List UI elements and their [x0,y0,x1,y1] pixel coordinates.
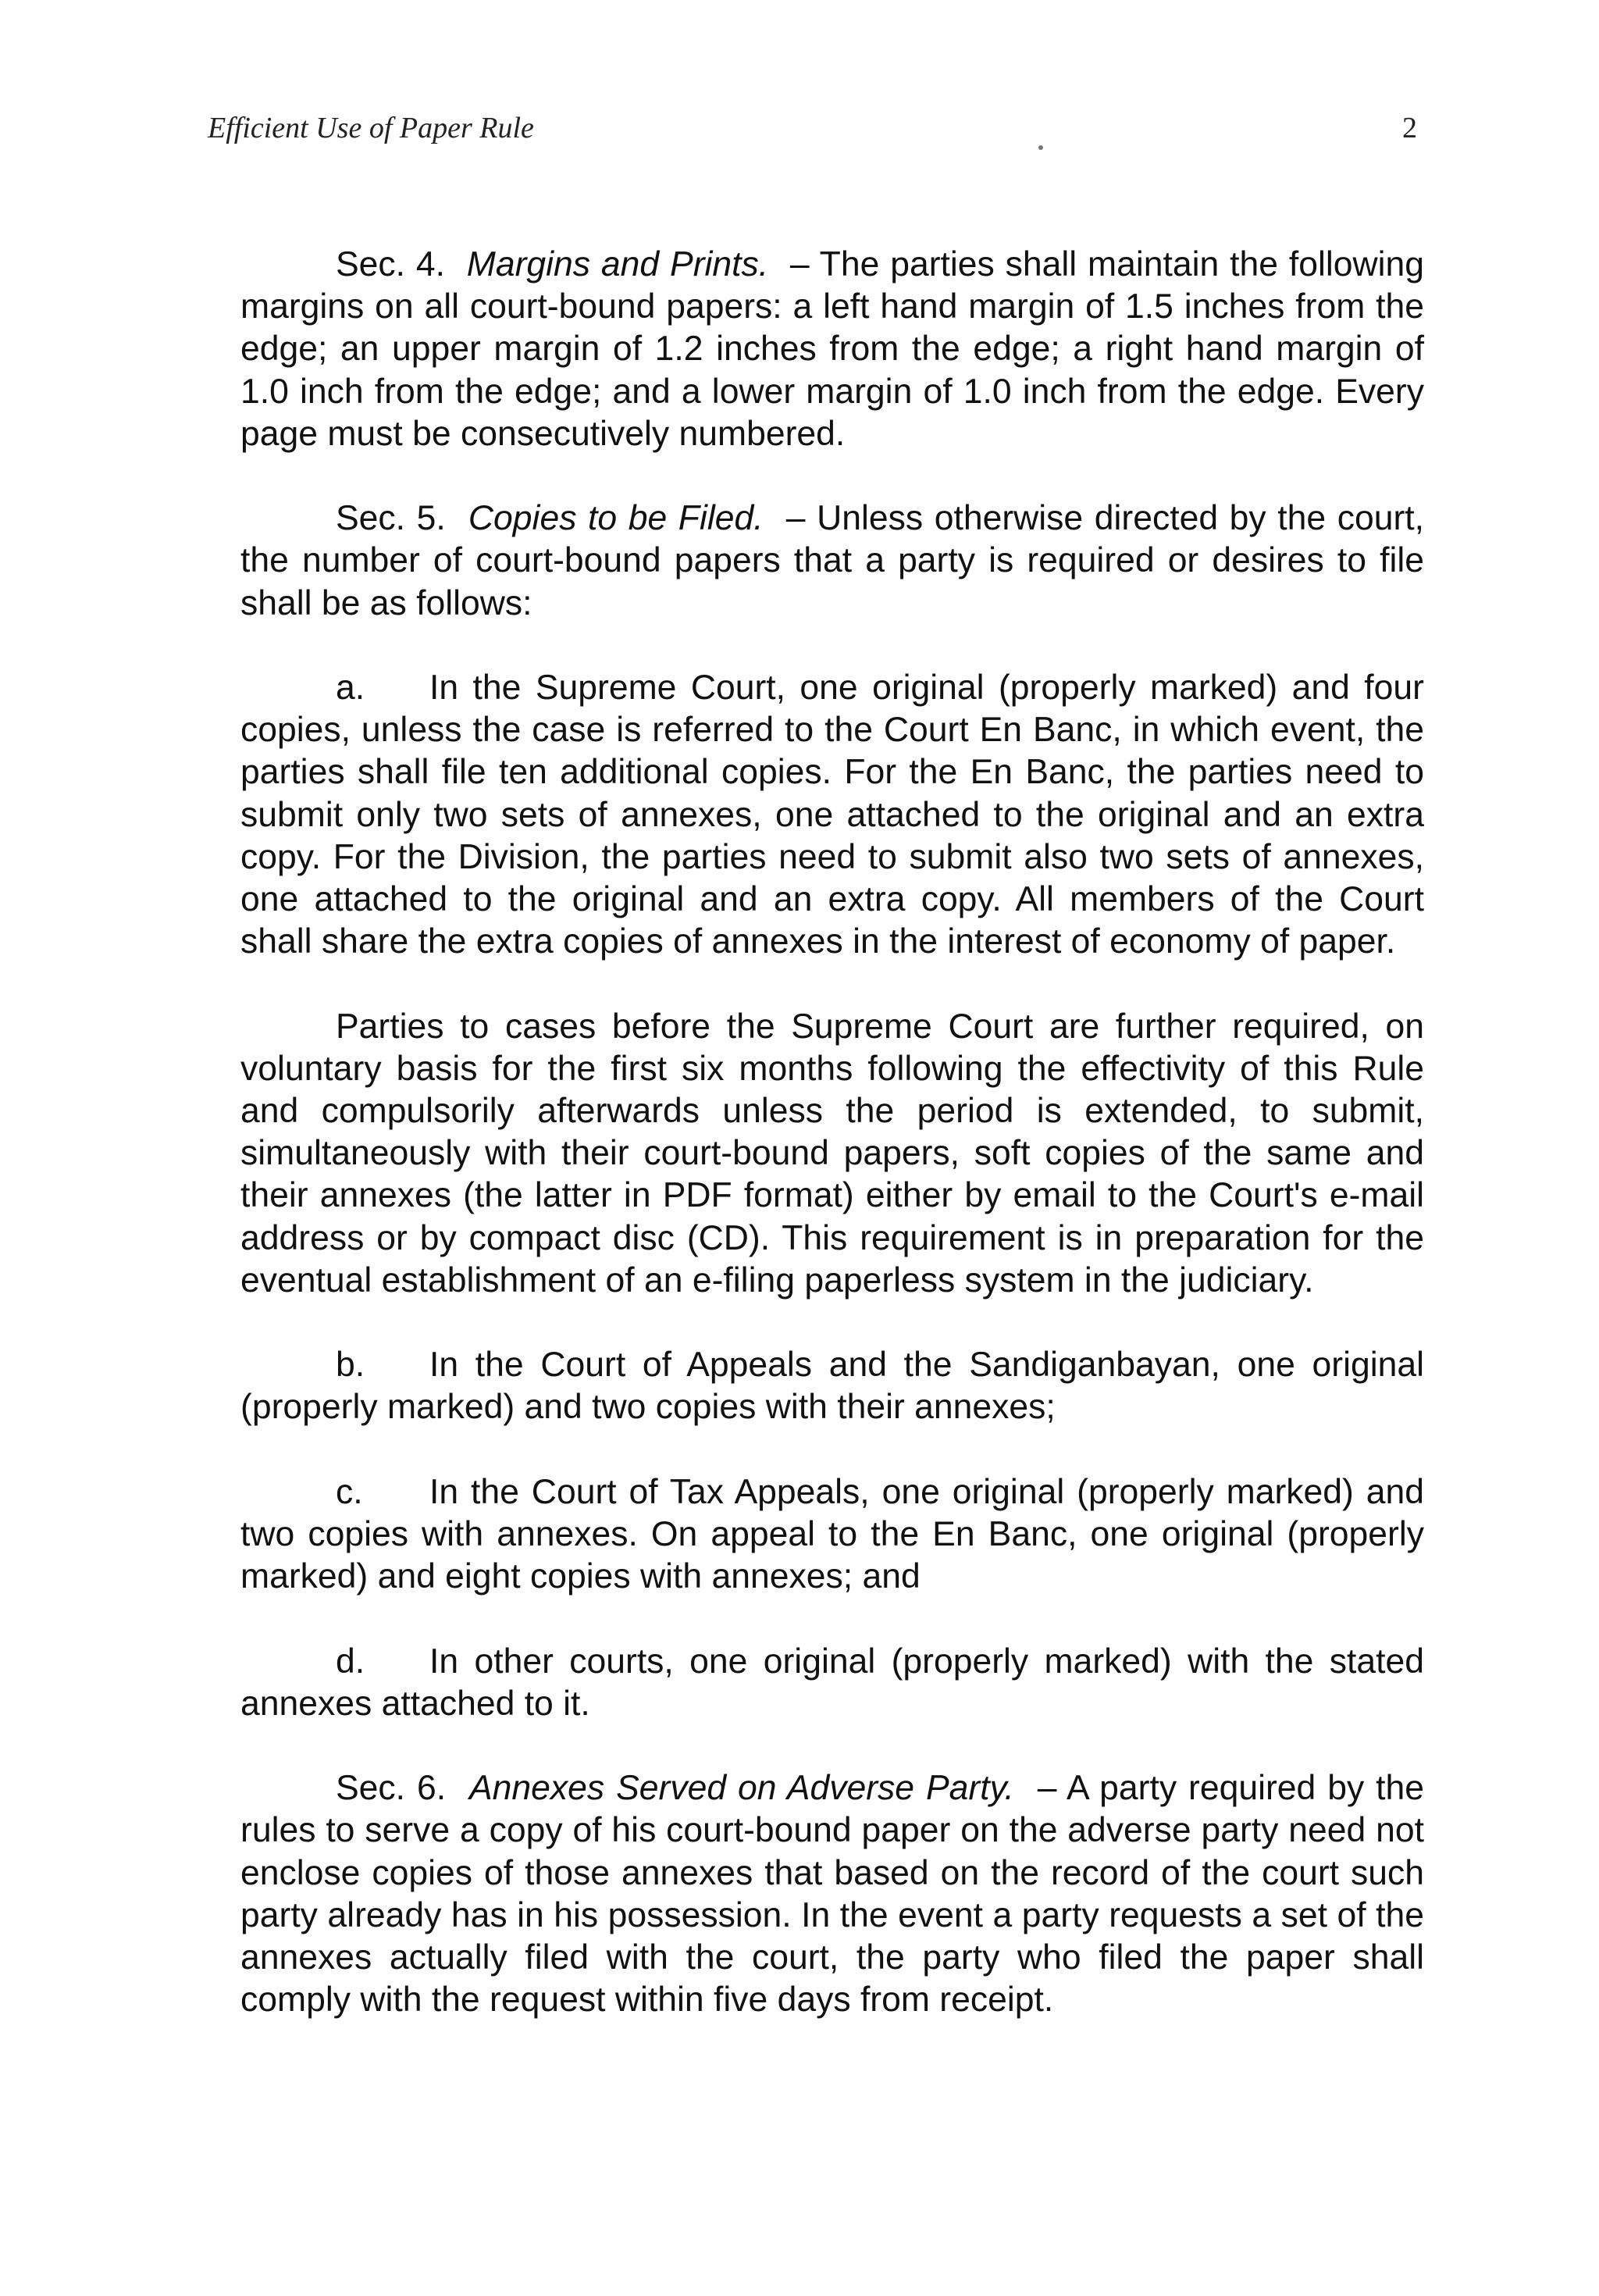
item-b-marker: b. [336,1346,365,1385]
section-4-paragraph [240,244,1424,455]
item-a-marker: a. [336,668,365,707]
section-6-text: – A party required by the rules to serve a copy of his court-bound paper on the adverse party need not enclose copies of those annexes that based on the record of the court such party already has in his possession. In the event a party requests a set of the annexes actually filed with the court, the party who filed the paper shall comply with the request within five days from receipt. [240,1769,1424,2020]
item-a-text: In the Supreme Court, one original (properly marked) and four copies, unless the case is referred to the Court En Banc, in which event, the parties shall file ten additional copies. For the En Banc, the parties need to submit only two sets of annexes, one attached to the original and an extra copy. For the Division, the parties need to submit also two sets of annexes, one attached to the original and an extra copy. All members of the Court shall share the extra copies of annexes in the interest of economy of paper. [240,668,1424,961]
section-5-label: Sec. 5. [336,499,446,538]
document-body [240,244,1424,2064]
page-number: 2 [1402,112,1417,144]
section-5-item-a [240,667,1424,963]
section-5-title: Copies to be Filed. [468,499,764,538]
section-4-title: Margins and Prints. [466,245,769,283]
item-c-marker: c. [336,1472,363,1511]
section-6-label: Sec. 6. [336,1769,447,1808]
section-5-item-c [240,1471,1424,1599]
scan-speck [1038,145,1043,150]
section-5-paragraph [240,497,1424,625]
section-6-paragraph [240,1767,1424,2021]
section-4-label: Sec. 4. [336,245,446,283]
section-5-item-b [240,1344,1424,1428]
item-d-text: In other courts, one original (properly marked) with the stated annexes attached to it. [240,1642,1424,1723]
running-header-title: Efficient Use of Paper Rule [208,112,534,144]
section-5-item-a-followup: Parties to cases before the Supreme Court are further required, on voluntary basis for the first six months following the effectivity of this Rule and compulsorily afterwards unless the period is extended, to submit, simultaneously with their court-bound papers, soft copies of the same and their annexes (the latter in PDF format) either by email to the Court's e-mail address or by compact disc (CD). This requirement is in preparation for the eventual establishment of an e-filing paperless system in the judiciary. [240,1007,1424,1300]
item-c-text: In the Court of Tax Appeals, one original (properly marked) and two copies with annexes. On appeal to the En Banc, one original (properly marked) and eight copies with annexes; and [240,1472,1424,1596]
section-4-text: – The parties shall maintain the following margins on all court-bound papers: a left hand margin of 1.5 inches from the edge; an upper margin of 1.2 inches from the edge; a right hand margin of 1.0 inch from the edge; and a lower margin of 1.0 inch from the edge. Every page must be consecutively numbered. [240,245,1424,453]
section-5-item-d [240,1641,1424,1725]
item-d-marker: d. [336,1642,365,1681]
section-6-title: Annexes Served on Adverse Party. [468,1769,1014,1808]
section-5-text: – Unless otherwise directed by the court, the number of court-bound papers that a party is required or desires to file shall be as follows: [240,499,1424,622]
item-b-text: In the Court of Appeals and the Sandiganbayan, one original (properly marked) and two copies with their annexes; [240,1346,1424,1427]
